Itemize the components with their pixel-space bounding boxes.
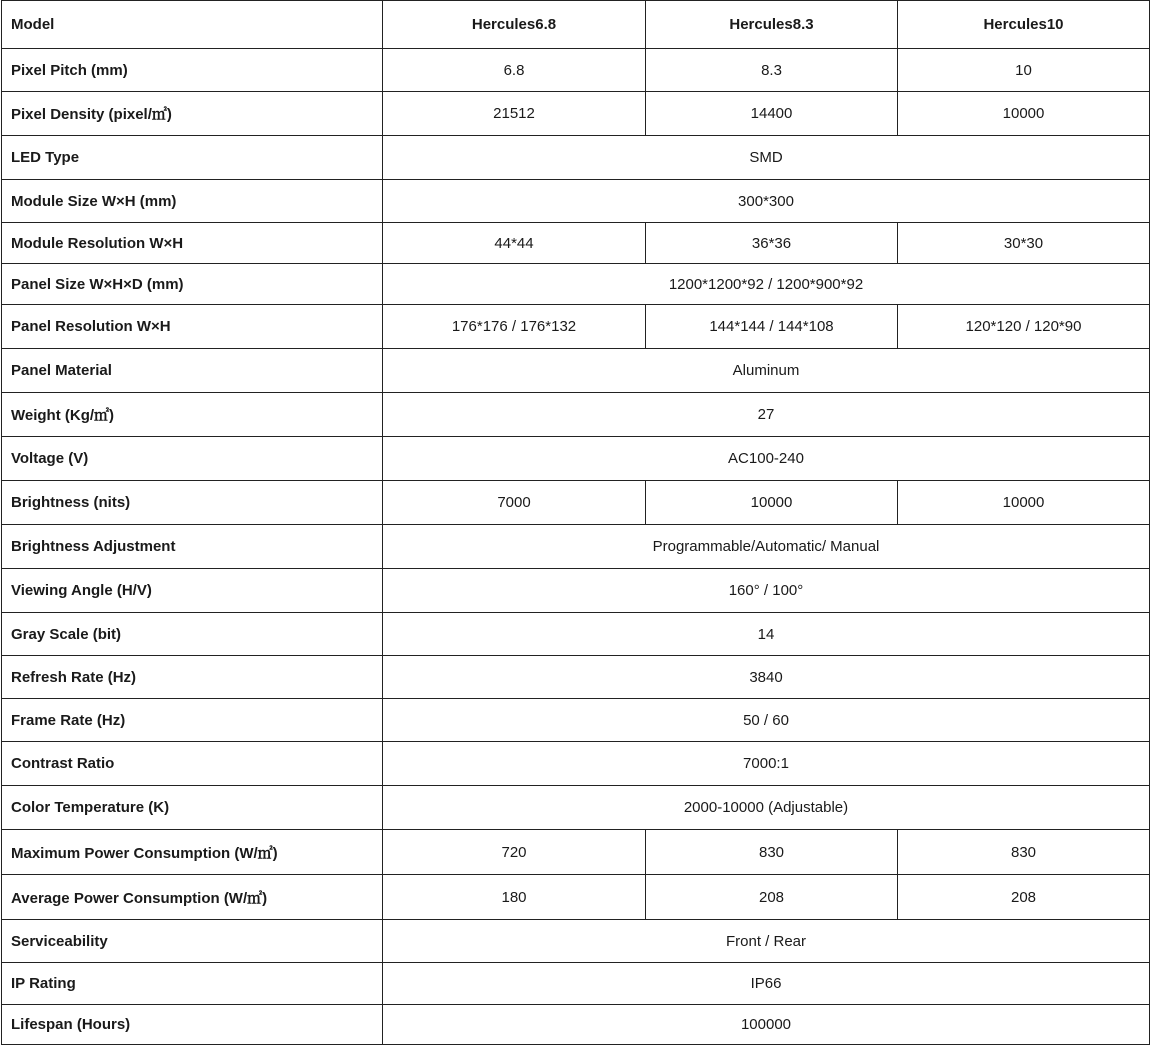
- row-label: Serviceability: [2, 920, 383, 963]
- table-row: [2, 1005, 1150, 1045]
- header-label: Model: [2, 1, 383, 49]
- header-row: [2, 1, 1150, 49]
- row-value: 50 / 60: [383, 699, 1150, 742]
- row-label: Panel Size W×H×D (mm): [2, 264, 383, 305]
- row-label: Frame Rate (Hz): [2, 699, 383, 742]
- row-label: Lifespan (Hours): [2, 1005, 383, 1045]
- row-value: 7000:1: [383, 742, 1150, 786]
- table-row: [2, 963, 1150, 1005]
- header-model: Hercules10: [898, 1, 1150, 49]
- row-label: Contrast Ratio: [2, 742, 383, 786]
- row-value: 36*36: [646, 223, 898, 264]
- table-row: [2, 786, 1150, 830]
- table-row: [2, 92, 1150, 136]
- row-value: 30*30: [898, 223, 1150, 264]
- row-label: IP Rating: [2, 963, 383, 1005]
- row-value: 300*300: [383, 180, 1150, 223]
- row-value: 21512: [383, 92, 646, 136]
- table-row: [2, 656, 1150, 699]
- row-label: Refresh Rate (Hz): [2, 656, 383, 699]
- row-value: Programmable/Automatic/ Manual: [383, 525, 1150, 569]
- row-label: Voltage (V): [2, 437, 383, 481]
- row-value: 6.8: [383, 49, 646, 92]
- row-value: 10000: [898, 481, 1150, 525]
- row-label: Panel Material: [2, 349, 383, 393]
- row-value: 10000: [646, 481, 898, 525]
- row-label: Maximum Power Consumption (W/㎡): [2, 830, 383, 875]
- row-value: Front / Rear: [383, 920, 1150, 963]
- row-label: Pixel Density (pixel/㎡): [2, 92, 383, 136]
- row-label: Pixel Pitch (mm): [2, 49, 383, 92]
- header-model: Hercules8.3: [646, 1, 898, 49]
- row-value: AC100-240: [383, 437, 1150, 481]
- row-value: 830: [646, 830, 898, 875]
- table-row: [2, 264, 1150, 305]
- row-value: 27: [383, 393, 1150, 437]
- row-value: 7000: [383, 481, 646, 525]
- row-value: 8.3: [646, 49, 898, 92]
- row-value: 44*44: [383, 223, 646, 264]
- table-row: [2, 613, 1150, 656]
- table-row: [2, 180, 1150, 223]
- row-value: 830: [898, 830, 1150, 875]
- row-label: LED Type: [2, 136, 383, 180]
- row-value: 10: [898, 49, 1150, 92]
- row-label: Brightness Adjustment: [2, 525, 383, 569]
- row-value: 3840: [383, 656, 1150, 699]
- table-row: [2, 742, 1150, 786]
- table-row: [2, 525, 1150, 569]
- table-row: [2, 830, 1150, 875]
- row-label: Module Resolution W×H: [2, 223, 383, 264]
- header-model: Hercules6.8: [383, 1, 646, 49]
- row-value: 176*176 / 176*132: [383, 305, 646, 349]
- table-row: [2, 920, 1150, 963]
- table-row: [2, 349, 1150, 393]
- row-label: Panel Resolution W×H: [2, 305, 383, 349]
- row-value: 14400: [646, 92, 898, 136]
- row-value: 160° / 100°: [383, 569, 1150, 613]
- table-row: [2, 569, 1150, 613]
- table-row: [2, 305, 1150, 349]
- row-label: Gray Scale (bit): [2, 613, 383, 656]
- table-row: [2, 393, 1150, 437]
- row-label: Module Size W×H (mm): [2, 180, 383, 223]
- table-row: [2, 437, 1150, 481]
- row-value: 100000: [383, 1005, 1150, 1045]
- row-value: 208: [646, 875, 898, 920]
- table-row: [2, 49, 1150, 92]
- row-value: Aluminum: [383, 349, 1150, 393]
- row-label: Brightness (nits): [2, 481, 383, 525]
- row-label: Average Power Consumption (W/㎡): [2, 875, 383, 920]
- row-value: IP66: [383, 963, 1150, 1005]
- table-row: [2, 875, 1150, 920]
- row-label: Weight (Kg/㎡): [2, 393, 383, 437]
- table-row: [2, 223, 1150, 264]
- row-value: 180: [383, 875, 646, 920]
- row-value: SMD: [383, 136, 1150, 180]
- spec-table: [1, 0, 1150, 1045]
- table-row: [2, 136, 1150, 180]
- row-value: 144*144 / 144*108: [646, 305, 898, 349]
- row-value: 208: [898, 875, 1150, 920]
- row-value: 10000: [898, 92, 1150, 136]
- row-label: Color Temperature (K): [2, 786, 383, 830]
- row-value: 2000-10000 (Adjustable): [383, 786, 1150, 830]
- row-value: 120*120 / 120*90: [898, 305, 1150, 349]
- row-value: 720: [383, 830, 646, 875]
- row-value: 14: [383, 613, 1150, 656]
- table-row: [2, 481, 1150, 525]
- row-label: Viewing Angle (H/V): [2, 569, 383, 613]
- row-value: 1200*1200*92 / 1200*900*92: [383, 264, 1150, 305]
- table-row: [2, 699, 1150, 742]
